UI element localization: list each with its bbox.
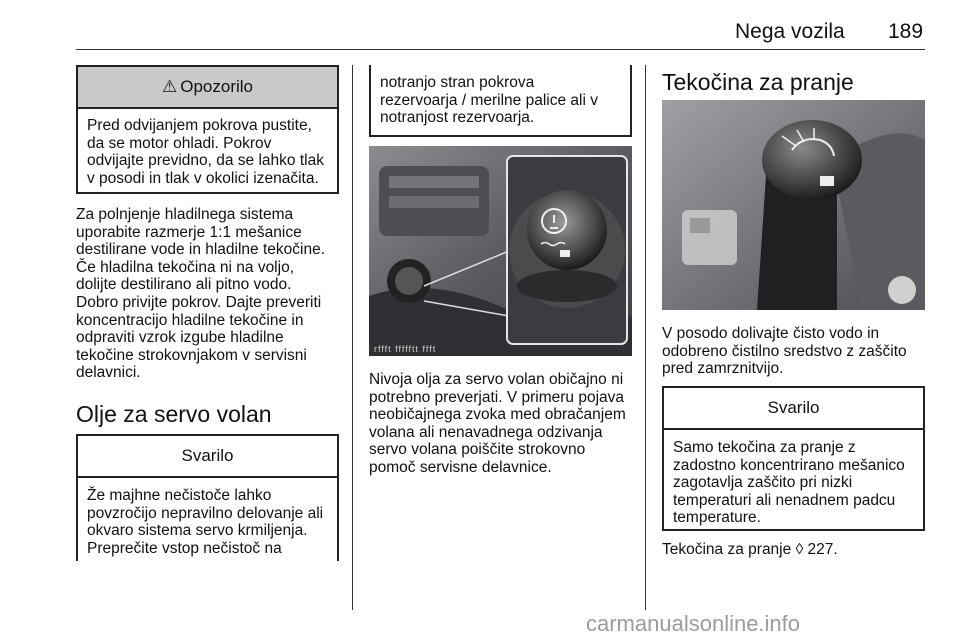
section-heading-washer-fluid: Tekočina za pranje bbox=[662, 69, 854, 95]
caution-box-washer bbox=[662, 386, 925, 531]
caution-box-washer-text: Samo tekočina za pranje z zadostno koncentrirano mešanico zagotavlja zaščito pri nizki temperaturi ali nenadnem padcu temperature. bbox=[673, 439, 905, 527]
reference-text: Tekočina za pranje bbox=[662, 541, 792, 558]
caution-box-header bbox=[78, 436, 337, 478]
photo-code: rffft ffffftt ffft bbox=[374, 344, 437, 354]
washer-fluid-reference bbox=[662, 541, 932, 559]
warning-box-text: Pred odvijanjem pokrova pustite, da se motor ohladi. Pokrov odvijajte previdno, da se lahko tlak v posodi in tlak v okolici izenačita. bbox=[87, 117, 324, 187]
caution-box-continued-text: notranjo stran pokrova rezervoarja / merilne palice ali v notranjost rezervoarja. bbox=[380, 74, 598, 127]
page-number: 189 bbox=[888, 20, 924, 43]
power-steering-photo-drawing bbox=[369, 146, 632, 356]
coolant-paragraph: Za polnjenje hladilnega sistema uporabite razmerje 1:1 mešanice destilirane vode in hladilne tekočine. Če hladilna tekočina ni na voljo, dolijte destilirano ali pitno vodo. Dobro privijte pokrov. Dajte preveriti koncentracijo hladilne tekočine in odpraviti vzrok izgube hladilne tekočine strokovnjakom v servisni delavnici. bbox=[76, 206, 326, 382]
reference-arrow-icon: ◊ bbox=[795, 541, 804, 558]
column-divider-1 bbox=[352, 65, 353, 610]
caution-box-washer-header bbox=[664, 388, 923, 430]
section-heading-power-steering: Olje za servo volan bbox=[76, 401, 272, 427]
warning-triangle-icon: ⚠ bbox=[161, 77, 178, 96]
header-rule bbox=[76, 49, 925, 50]
reference-page-link[interactable]: 227. bbox=[807, 541, 838, 558]
power-steering-paragraph: Nivoja olja za servo volan običajno ni potrebno preverjati. V primeru pojava neobičajnega zvoka med obračanjem volana ali nenavadnega odzivanja servo volana poiščite strokovno pomoč servisne delavnice. bbox=[369, 371, 626, 476]
caution-box-continued bbox=[369, 65, 632, 137]
column-divider-2 bbox=[645, 65, 646, 610]
caution-box-title: Svarilo bbox=[181, 446, 234, 465]
power-steering-reservoir-photo bbox=[369, 146, 632, 356]
caution-box-washer-title: Svarilo bbox=[767, 398, 820, 417]
washer-photo-drawing bbox=[662, 100, 925, 310]
caution-box-text: Že majhne nečistoče lahko povzročijo nepravilno delovanje ali okvaro sistema servo krmiljenja. Preprečite vstop nečistoč na bbox=[87, 487, 324, 557]
washer-fluid-paragraph: V posodo dolivajte čisto vodo in odobreno čistilno sredstvo z zaščito pred zamrznitvijo. bbox=[662, 325, 907, 378]
warning-box-title: Opozorilo bbox=[180, 77, 253, 96]
page-header-title: Nega vozila bbox=[735, 20, 845, 43]
warning-box-header bbox=[78, 67, 337, 109]
washer-fluid-reservoir-photo bbox=[662, 100, 925, 310]
caution-box-power-steering bbox=[76, 434, 339, 561]
warning-box bbox=[76, 65, 339, 194]
watermark: carmanualsonline.info bbox=[586, 611, 801, 636]
